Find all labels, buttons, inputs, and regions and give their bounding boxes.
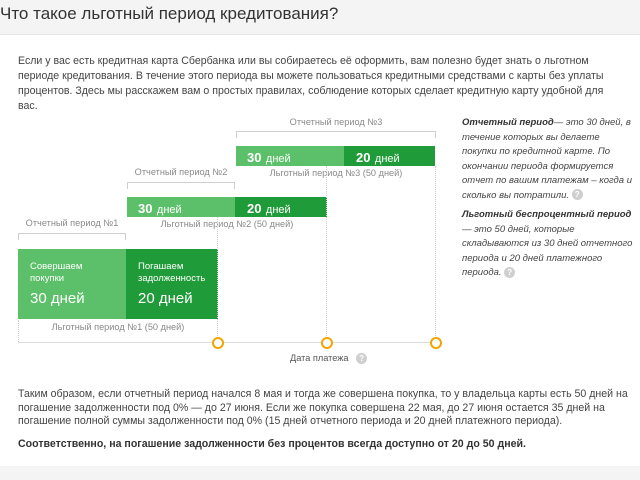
page-title: Что такое льготный период кредитования? [0,4,339,23]
help-icon[interactable]: ? [504,267,515,278]
intro-paragraph: Если у вас есть кредитная карта Сбербанка или вы собираетесь её оформить, вам полезно будет знать о льготном периоде кредитования. В течение этого периода вы можете пользоваться кредитными средствами с карты без уплаты процентов. Здесь мы расскажем вам о простых правилах, соблюдение которых сделает кредитную карту удобной для вас. [18,55,604,112]
page-footer [0,466,640,480]
period-1-repay-value: 20 дней [138,290,193,307]
grace-period-3-label: Льготный период №3 (50 дней) [269,168,403,178]
period-1-purchase-value: 30 дней [30,290,85,307]
example-paragraph: Таким образом, если отчетный период начался 8 мая и тогда же совершена покупка, то у владельца карты есть 50 дней на погашение задолженности под 0% — до 27 июня. Если же покупка совершена 22 мая, до 27 июня остается 35 дней на погашение полной суммы задолженности под 0% (15 дней отчетного периода и 20 дней платежного периода). [18,388,628,427]
report-period-2-label: Отчетный период №2 [134,167,228,177]
report-period-2-bracket [127,182,235,189]
help-icon[interactable]: ? [572,189,583,200]
report-period-description [462,116,634,203]
period-1-purchase-segment [18,249,126,319]
report-period-term: Отчетный период [462,117,554,128]
guide-line [217,217,218,342]
period-2-repay-number: 20 [247,201,262,216]
period-1-purchase-caption: Совершаем покупки [30,261,83,284]
help-icon[interactable]: ? [356,353,367,364]
payment-date-text: Дата платежа [290,353,349,363]
payment-date-marker-2 [321,337,333,349]
report-period-1-label: Отчетный период №1 [25,218,119,228]
grace-period-description [462,208,634,281]
page-header [0,0,640,35]
report-period-3-label: Отчетный период №3 [289,117,383,127]
conclusion-paragraph: Соответственно, на погашение задолженности без процентов всегда доступно от 20 до 50 дней. [18,438,526,450]
period-3-repay-segment [344,146,435,166]
guide-line [326,166,327,342]
period-3-purchase-unit: дней [265,153,291,165]
period-2-purchase-number: 30 [138,201,153,216]
grace-period-diagram [0,108,450,368]
period-3-purchase-segment [236,146,344,166]
period-2-repay-segment [235,197,327,217]
report-period-text: — это 30 дней, в течение которых вы делаете покупки по кредитной карте. По окончании периода формируется отчет по вашим платежам – когда и сколько вы потратили. [462,117,633,201]
payment-date-marker-3 [430,337,442,349]
grace-period-text: — это 50 дней, которые складываются из 30 дней отчетного периода и 20 дней платежного периода. [462,223,633,278]
period-3-repay-number: 20 [356,150,371,165]
guide-line [18,320,19,342]
grace-period-1-label: Льготный период №1 (50 дней) [51,322,185,332]
timeline-axis [18,342,436,343]
payment-date-marker-1 [212,337,224,349]
period-3-purchase-number: 30 [247,150,262,165]
period-2-purchase-unit: дней [156,204,182,216]
grace-period-term: Льготный беспроцентный период [462,209,632,220]
period-1-repay-caption: Погашаем задолженность [138,261,206,284]
period-3-repay-unit: дней [374,153,400,165]
guide-line [435,166,436,342]
payment-date-label [290,353,367,364]
grace-period-2-label: Льготный период №2 (50 дней) [160,219,294,229]
report-period-1-bracket [18,233,126,240]
period-2-purchase-segment [127,197,235,217]
period-1-repay-segment [126,249,218,319]
report-period-3-bracket [236,131,436,138]
period-2-repay-unit: дней [265,204,291,216]
